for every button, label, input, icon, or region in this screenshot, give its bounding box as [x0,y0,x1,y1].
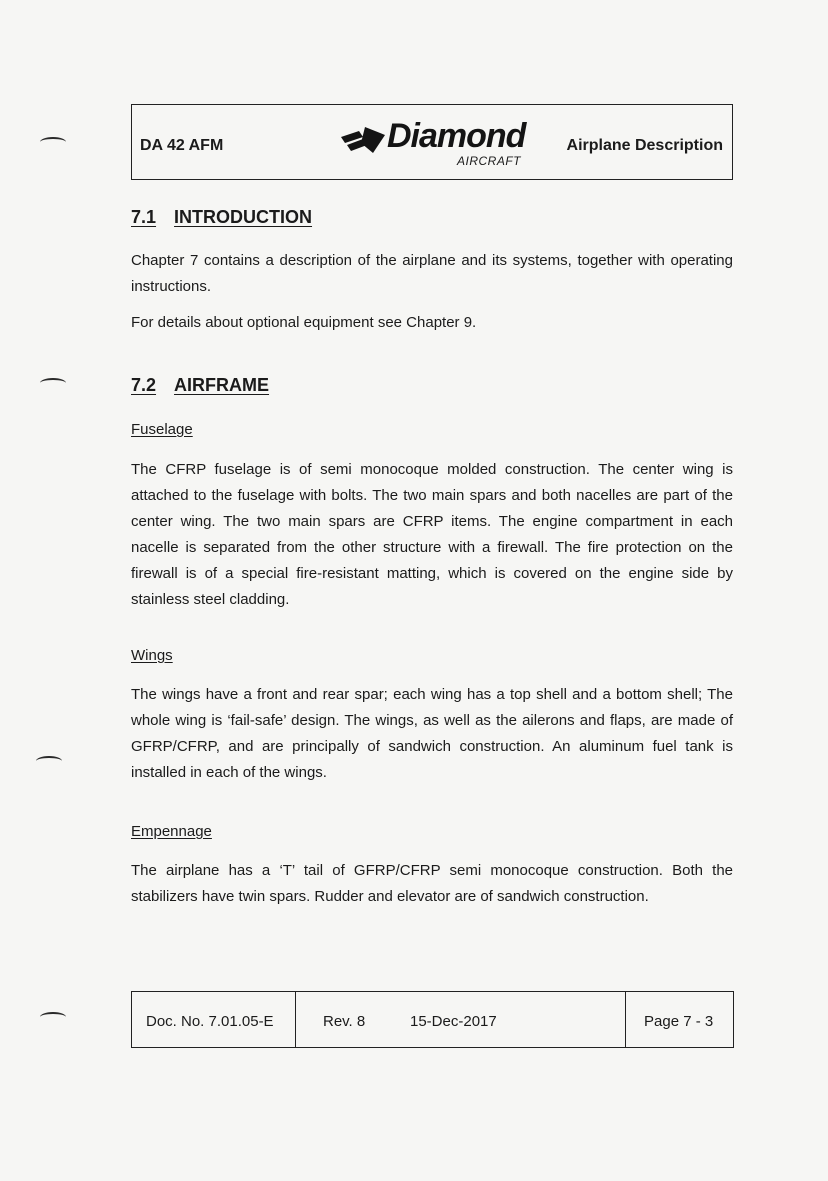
diamond-aircraft-logo [337,117,537,173]
subsection-title: Empennage [131,823,212,840]
paragraph: The wings have a front and rear spar; each wing has a top shell and a bottom shell; The whole wing is ‘fail-safe’ design. The wings, as well as the ailerons and flaps, are made of GFRP/CFRP, and are principally of sandwich construction. An aluminum fuel tank is installed in each of the wings. [131,686,733,781]
section-heading [131,207,312,228]
document-code: DA 42 AFM [140,137,224,154]
binder-mark [40,378,66,388]
document-number: Doc. No. 7.01.05-E [146,1013,274,1030]
page-number: Page 7 - 3 [644,1013,714,1030]
subsection-title: Wings [131,647,173,664]
page-header [131,104,733,180]
subsection-title: Fuselage [131,421,193,438]
diamond-wings-icon [337,123,389,157]
paragraph: The airplane has a ‘T’ tail of GFRP/CFRP semi monocoque construction. Both the stabilizers have twin spars. Rudder and elevator are of sandwich construction. [131,862,733,905]
footer-page-cell [626,992,734,1047]
binder-mark [36,756,62,766]
revision-date: 15-Dec-2017 [410,1013,497,1030]
footer-doc-cell [132,992,296,1047]
paragraph: For details about optional equipment see Chapter 9. [131,314,477,331]
chapter-title: Airplane Description [566,137,723,154]
page-footer [131,991,734,1048]
logo-word: Diamond [387,117,526,155]
section-heading [131,375,269,396]
logo-subtitle: AIRCRAFT [457,154,521,168]
section-title: INTRODUCTION [174,207,313,227]
revision: Rev. 8 [323,1013,366,1030]
binder-mark [40,1012,66,1022]
paragraph: Chapter 7 contains a description of the airplane and its systems, together with operating instructions. [131,252,733,295]
section-number: 7.2 [131,375,157,395]
footer-revision-cell [296,992,626,1047]
section-number: 7.1 [131,207,157,227]
binder-mark [40,137,66,147]
section-title: AIRFRAME [174,375,270,395]
paragraph: The CFRP fuselage is of semi monocoque molded construction. The center wing is attached to the fuselage with bolts. The two main spars and both nacelles are part of the center wing. The two main spars are CFRP items. The engine compartment in each nacelle is separated from the other structure with a firewall. The fire protection on the firewall is of a special fire-resistant matting, which is covered on the engine side by stainless steel cladding. [131,461,733,608]
